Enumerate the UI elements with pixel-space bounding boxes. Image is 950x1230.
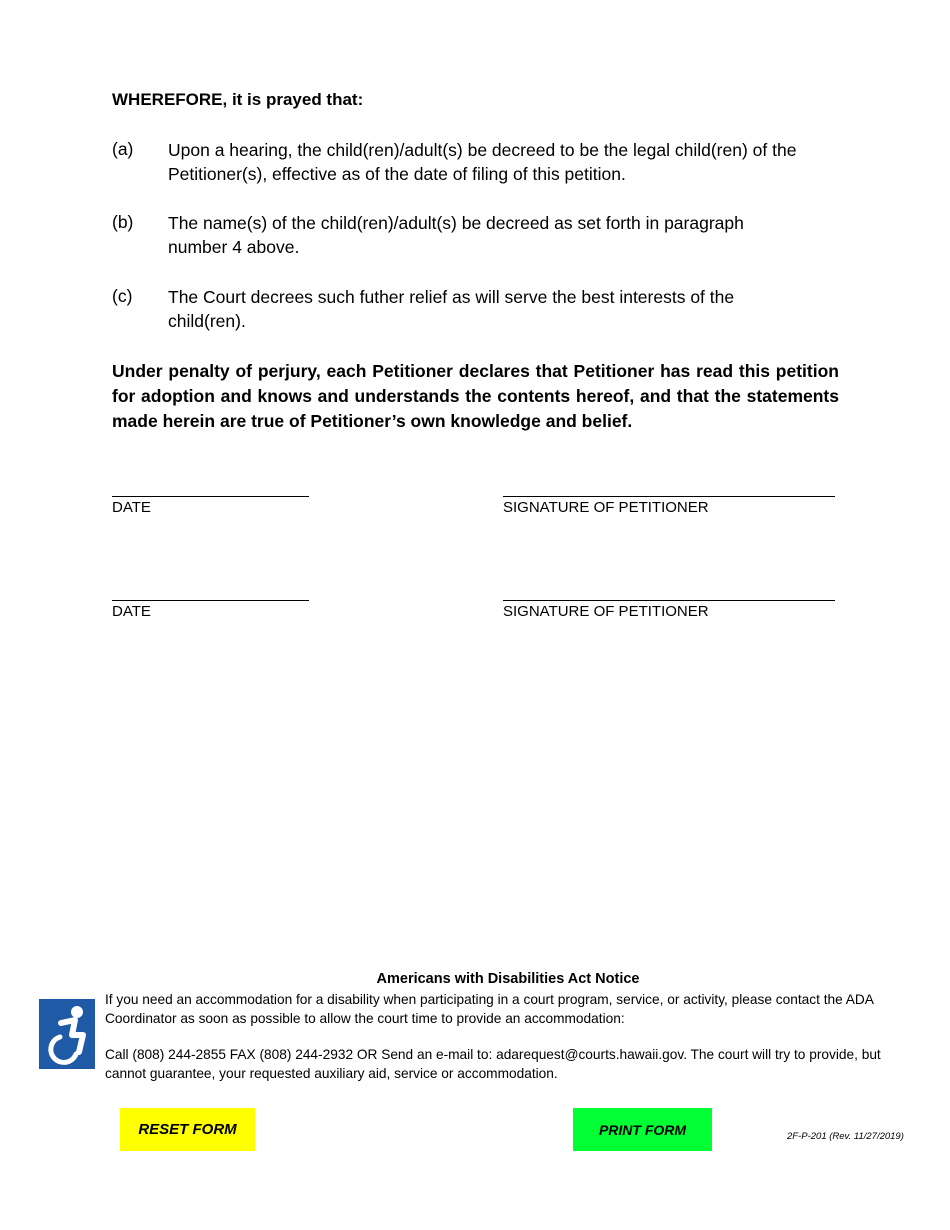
date-label: DATE: [112, 603, 151, 620]
ada-paragraph: If you need an accommodation for a disability when participating in a court program, service, or activity, please contact the ADA Coordinator as soon as possible to allow the court time to provide an accommodation:: [105, 992, 874, 1026]
prayer-item-letter: (c): [112, 286, 133, 306]
ada-notice-title: Americans with Disabilities Act Notice: [376, 971, 640, 987]
prayer-item-text: The name(s) of the child(ren)/adult(s) be decreed as set forth in paragraph number 4 above.: [168, 213, 744, 257]
signature-line: [503, 496, 835, 497]
date-label: DATE: [112, 499, 151, 516]
print-form-button[interactable]: PRINT FORM: [573, 1108, 712, 1151]
ada-paragraph: Call (808) 244-2855 FAX (808) 244-2932 OR Send an e-mail to: adarequest@courts.hawaii.gov. The court will try to provide, but cannot guarantee, your requested auxiliary aid, service or accommodation.: [105, 1047, 881, 1081]
signature-line: [503, 600, 835, 601]
prayer-item-text: The Court decrees such futher relief as will serve the best interests of the child(ren).: [168, 287, 735, 331]
accessibility-icon: [39, 999, 95, 1069]
date-line: [112, 496, 309, 497]
prayer-heading: WHEREFORE, it is prayed that:: [112, 90, 364, 109]
prayer-item-text: Upon a hearing, the child(ren)/adult(s) be decreed to be the legal child(ren) of the Petitioner(s), effective as of the date of filing of this petition.: [168, 140, 797, 184]
signature-label: SIGNATURE OF PETITIONER: [503, 603, 709, 620]
form-code: 2F-P-201 (Rev. 11/27/2019): [787, 1131, 904, 1142]
signature-label: SIGNATURE OF PETITIONER: [503, 499, 709, 516]
reset-form-button[interactable]: RESET FORM: [120, 1108, 255, 1151]
prayer-item-letter: (b): [112, 212, 134, 232]
perjury-statement: Under penalty of perjury, each Petitioner declares that Petitioner has read this petition for adoption and knows and understands the contents hereof, and that the statements made herein are true of Petitioner’s own knowledge and belief.: [112, 361, 839, 431]
prayer-item-letter: (a): [112, 139, 134, 159]
date-line: [112, 600, 309, 601]
